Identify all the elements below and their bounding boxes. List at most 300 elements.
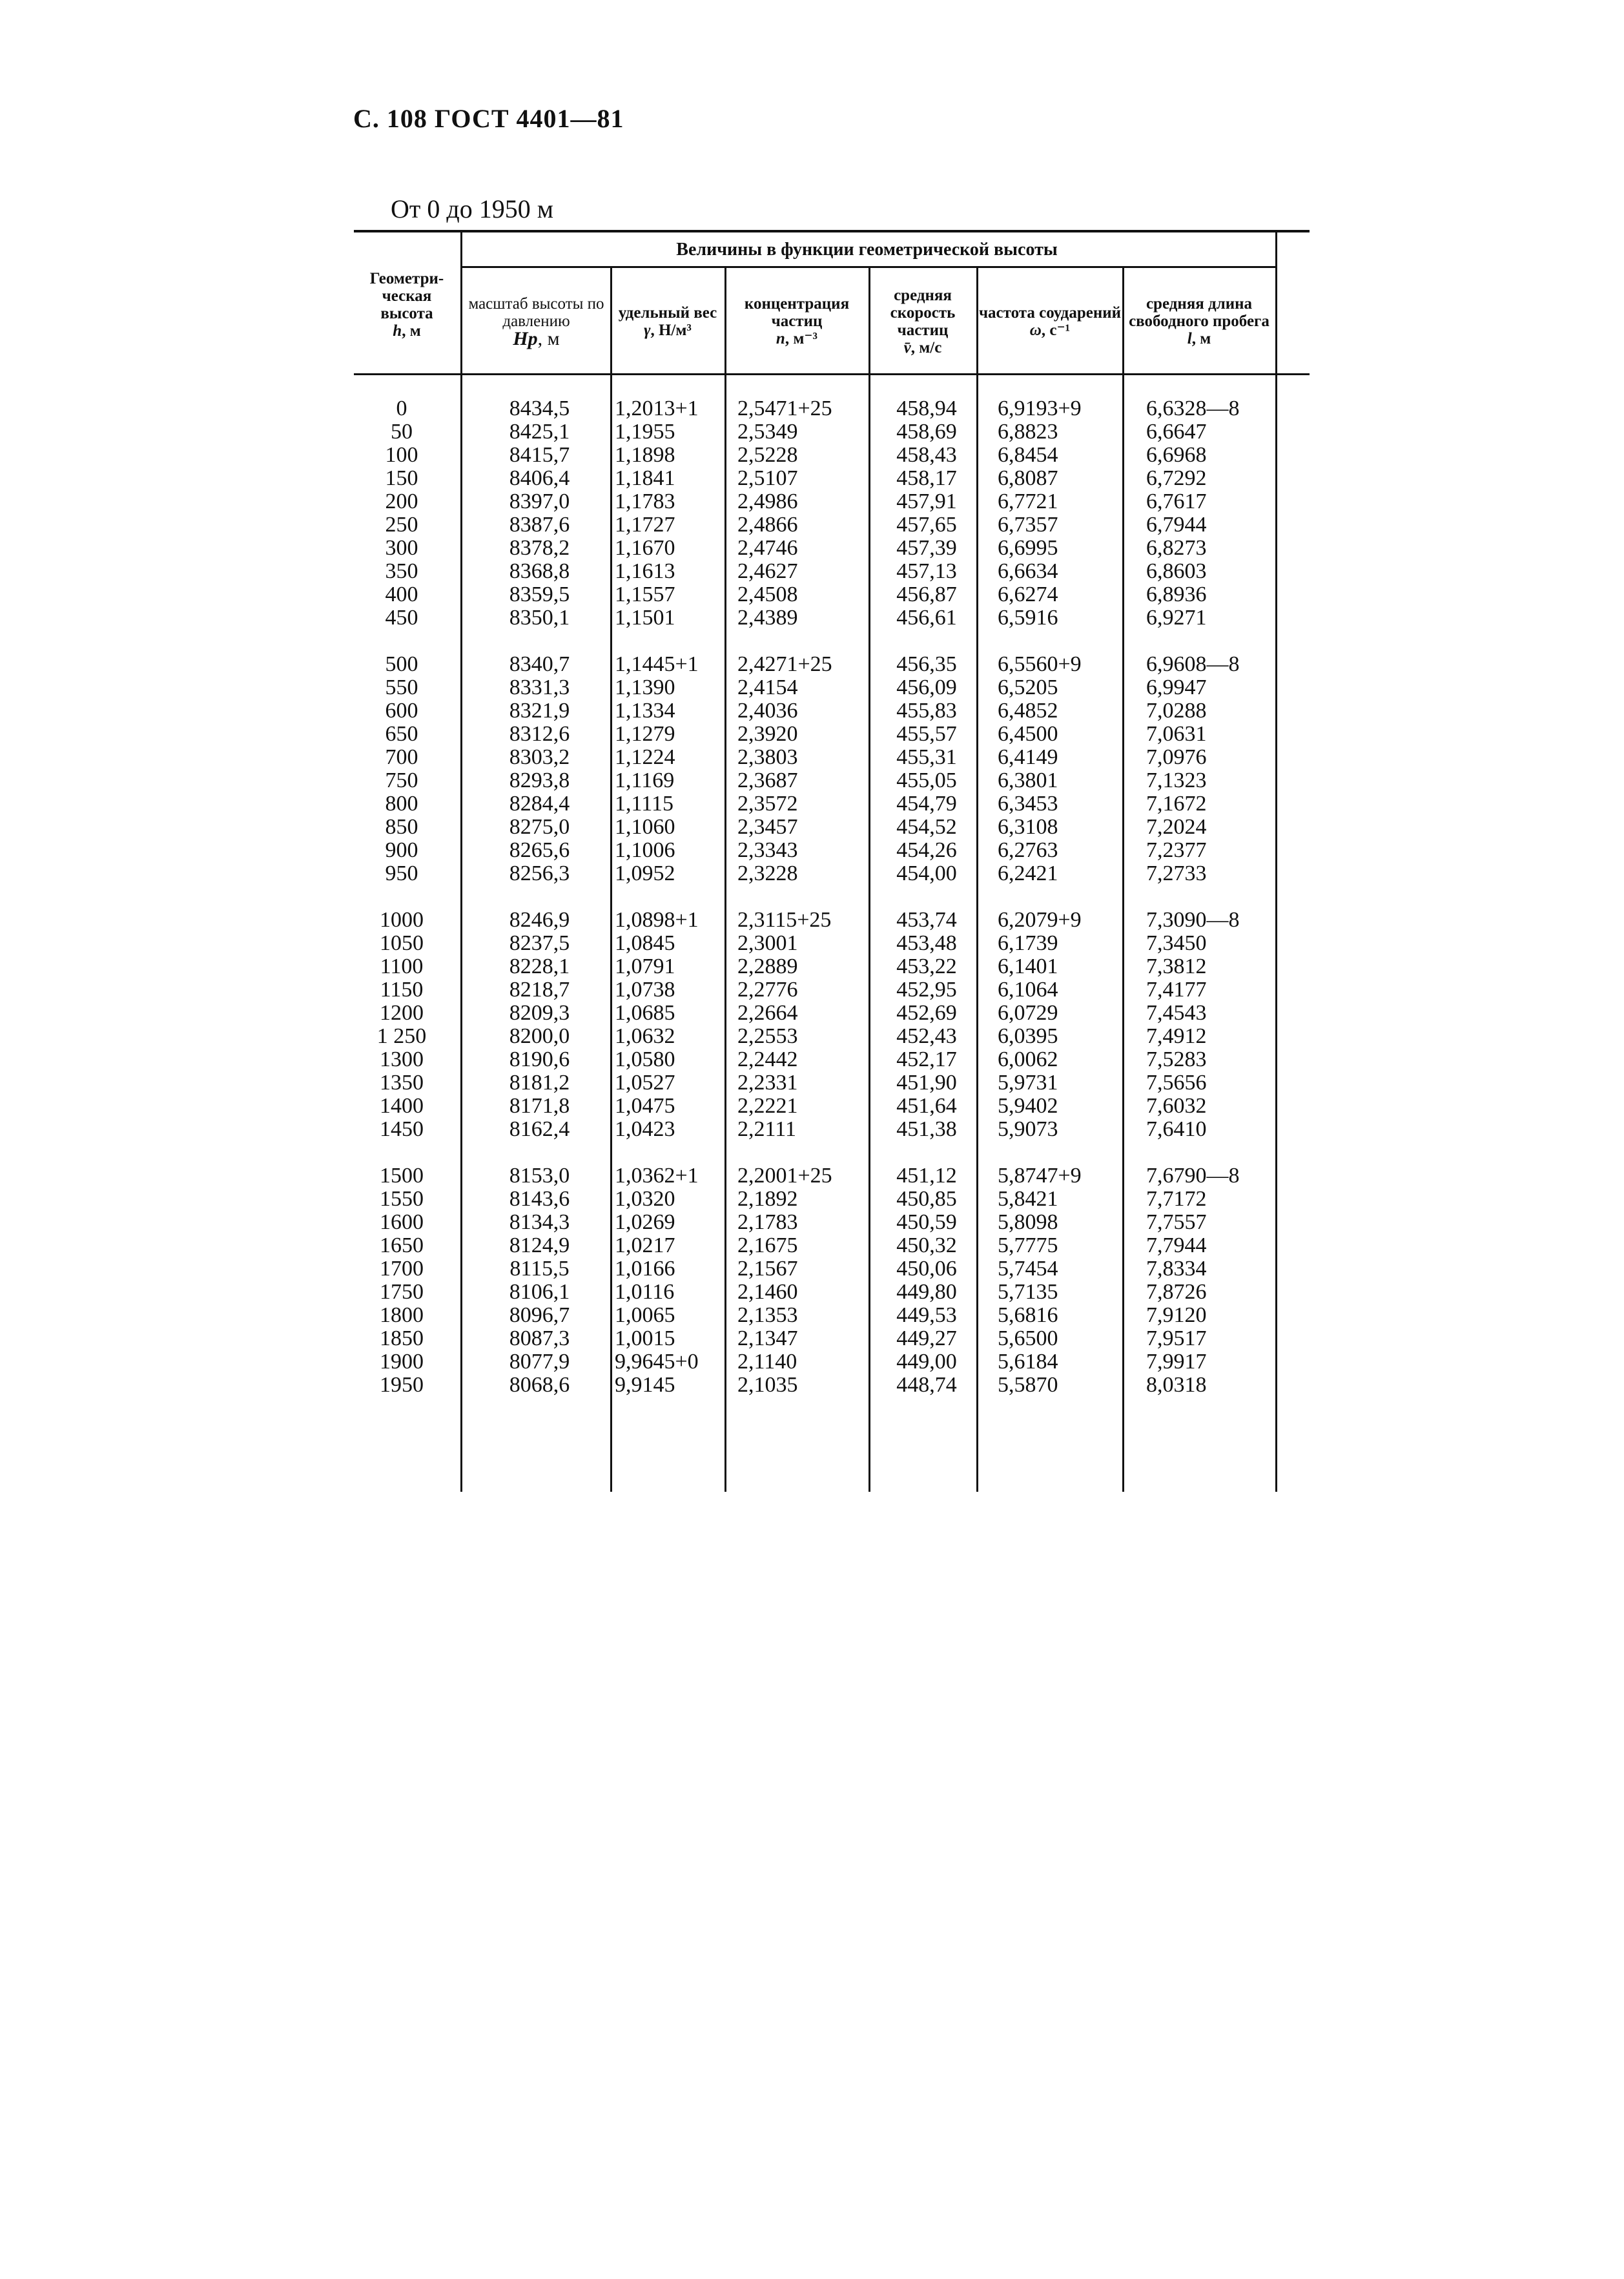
table-cell: 1,1445+1 — [615, 652, 699, 676]
table-cell: 1,0065 — [615, 1303, 675, 1327]
table-cell: 449,53 — [896, 1303, 957, 1327]
table-cell: 456,09 — [896, 675, 957, 699]
table-cell: 457,91 — [896, 490, 957, 513]
table-cell: 2,3803 — [737, 745, 798, 769]
header-bottom-rule — [354, 373, 1310, 375]
table-cell: 458,17 — [896, 466, 957, 490]
table-cell: 8153,0 — [509, 1164, 570, 1188]
header-l-label: средняя длина свободного пробега — [1129, 295, 1269, 330]
table-cell: 1,1006 — [615, 838, 675, 862]
table-cell: 1000 — [380, 908, 424, 932]
table-cell: 7,4543 — [1146, 1001, 1207, 1025]
table-cell: 400 — [385, 583, 418, 606]
table-cell: 2,2664 — [737, 1001, 798, 1025]
table-cell: 2,3115+25 — [737, 908, 832, 932]
table-cell: 2,2553 — [737, 1024, 798, 1048]
table-cell: 1,2013+1 — [615, 397, 699, 420]
table-cell: 1800 — [380, 1303, 424, 1327]
table-cell: 1,1279 — [615, 722, 675, 746]
table-cell: 7,6410 — [1146, 1117, 1207, 1141]
table-cell: 6,6968 — [1146, 443, 1207, 467]
table-cell: 5,7775 — [998, 1233, 1058, 1257]
table-cell: 453,48 — [896, 931, 957, 955]
table-cell: 8293,8 — [509, 768, 570, 792]
table-cell: 7,7172 — [1146, 1187, 1207, 1211]
header-v — [870, 271, 975, 371]
table-cell: 2,5228 — [737, 443, 798, 467]
table-cell: 1,0738 — [615, 978, 675, 1002]
table-cell: 1200 — [380, 1001, 424, 1025]
table-cell: 2,3687 — [737, 768, 798, 792]
table-cell: 8143,6 — [509, 1187, 570, 1211]
table-cell: 7,6790—8 — [1146, 1164, 1240, 1188]
table-cell: 1,1613 — [615, 559, 675, 583]
header-g-unit — [644, 322, 692, 339]
table-cell: 600 — [385, 699, 418, 723]
table-cell: 8265,6 — [509, 838, 570, 862]
table-cell: 8237,5 — [509, 931, 570, 955]
table-cell: 6,3801 — [998, 768, 1058, 792]
table-cell: 450,32 — [896, 1233, 957, 1257]
table-cell: 200 — [385, 490, 418, 513]
table-cell: 8200,0 — [509, 1024, 570, 1048]
table-cell: 1,0791 — [615, 954, 675, 978]
column-collision-frequency — [998, 397, 1140, 1397]
table-cell: 6,5916 — [998, 606, 1058, 630]
table-cell: 500 — [385, 652, 418, 676]
table-cell: 900 — [385, 838, 418, 862]
block-gap — [615, 1141, 731, 1164]
table-cell: 455,57 — [896, 722, 957, 746]
table-cell: 6,8087 — [998, 466, 1058, 490]
header-g-unit-text: , Н/м³ — [650, 321, 692, 339]
table-cell: 2,4154 — [737, 675, 798, 699]
table-cell: 8359,5 — [509, 583, 570, 606]
block-gap — [363, 1141, 440, 1164]
header-w-label: частота соударений — [978, 304, 1122, 322]
table-cell: 6,6634 — [998, 559, 1058, 583]
table-cell: 6,0062 — [998, 1047, 1058, 1071]
block-gap — [998, 1141, 1140, 1164]
table-cell: 450,85 — [896, 1187, 957, 1211]
table-cell: 5,9073 — [998, 1117, 1058, 1141]
table-cell: 454,00 — [896, 861, 957, 885]
table-cell: 8171,8 — [509, 1094, 570, 1118]
table-cell: 2,2331 — [737, 1071, 798, 1095]
table-cell: 454,26 — [896, 838, 957, 862]
table-cell: 449,27 — [896, 1326, 957, 1350]
table-cell: 1,0527 — [615, 1071, 675, 1095]
table-cell: 1,1557 — [615, 583, 675, 606]
header-h-unit — [393, 322, 420, 340]
table-cell: 8312,6 — [509, 722, 570, 746]
header-l-unit-text: , м — [1191, 330, 1211, 347]
table-cell: 7,0976 — [1146, 745, 1207, 769]
table-cell: 7,4912 — [1146, 1024, 1207, 1048]
table-cell: 448,74 — [896, 1373, 957, 1397]
table-cell: 700 — [385, 745, 418, 769]
header-n-label: концентрация частиц — [744, 295, 850, 330]
table-cell: 2,1783 — [737, 1210, 798, 1234]
table-cell: 1450 — [380, 1117, 424, 1141]
block-gap — [878, 630, 975, 653]
table-cell: 1,1955 — [615, 420, 675, 444]
table-cell: 1,1224 — [615, 745, 675, 769]
table-cell: 5,8098 — [998, 1210, 1058, 1234]
table-cell: 800 — [385, 792, 418, 816]
table-cell: 8303,2 — [509, 745, 570, 769]
header-n-unit — [776, 330, 817, 347]
table-cell: 5,6184 — [998, 1350, 1058, 1374]
table-cell: 8246,9 — [509, 908, 570, 932]
table-cell: 8434,5 — [509, 397, 570, 420]
table-cell: 450,06 — [896, 1257, 957, 1281]
table-cell: 7,8334 — [1146, 1257, 1207, 1281]
table-cell: 1,0217 — [615, 1233, 675, 1257]
table-cell: 8,0318 — [1146, 1373, 1207, 1397]
header-v-symbol: v̄ — [903, 338, 911, 356]
table-cell: 1650 — [380, 1233, 424, 1257]
table-cell: 1,0015 — [615, 1326, 675, 1350]
column-mean-velocity — [878, 397, 975, 1397]
table-cell: 8209,3 — [509, 1001, 570, 1025]
table-cell: 6,9271 — [1146, 606, 1207, 630]
table-cell: 50 — [391, 420, 413, 444]
table-cell: 451,64 — [896, 1094, 957, 1118]
table-cell: 2,4389 — [737, 606, 798, 630]
table-cell: 1,1898 — [615, 443, 675, 467]
block-gap — [878, 885, 975, 909]
table-cell: 2,3457 — [737, 815, 798, 839]
header-n-symbol: n — [776, 330, 785, 347]
table-cell: 6,6647 — [1146, 420, 1207, 444]
table-cell: 7,3450 — [1146, 931, 1207, 955]
table-cell: 6,7617 — [1146, 490, 1207, 513]
table-cell: 6,8603 — [1146, 559, 1207, 583]
header-l-unit — [1187, 330, 1211, 347]
table-cell: 1,0475 — [615, 1094, 675, 1118]
header-h-label: Геометри-ческая высота — [369, 270, 444, 322]
table-cell: 455,31 — [896, 745, 957, 769]
block-gap — [1146, 630, 1275, 653]
block-gap — [1146, 1141, 1275, 1164]
table-cell: 6,5205 — [998, 675, 1058, 699]
table-cell: 2,5349 — [737, 420, 798, 444]
table-cell: 1,0845 — [615, 931, 675, 955]
table-cell: 2,1567 — [737, 1257, 798, 1281]
column-mean-free-path — [1146, 397, 1275, 1397]
table-cell: 8368,8 — [509, 559, 570, 583]
table-cell: 650 — [385, 722, 418, 746]
table-cell: 1,0632 — [615, 1024, 675, 1048]
table-cell: 150 — [385, 466, 418, 490]
table-cell: 7,9517 — [1146, 1326, 1207, 1350]
table-cell: 450 — [385, 606, 418, 630]
table-cell: 6,2421 — [998, 861, 1058, 885]
header-h-unit-text: , м — [402, 322, 421, 340]
table-cell: 8190,6 — [509, 1047, 570, 1071]
table-cell: 1050 — [380, 931, 424, 955]
table-cell: 1150 — [380, 978, 424, 1002]
table-cell: 6,6274 — [998, 583, 1058, 606]
table-cell: 2,2111 — [737, 1117, 796, 1141]
header-w-unit — [1030, 322, 1070, 339]
table-cell: 2,4271+25 — [737, 652, 832, 676]
header-w — [978, 271, 1122, 371]
table-cell: 2,2776 — [737, 978, 798, 1002]
table-cell: 1700 — [380, 1257, 424, 1281]
table-cell: 7,0288 — [1146, 699, 1207, 723]
header-h-symbol: h — [393, 322, 402, 340]
header-h — [355, 266, 458, 344]
table-cell: 2,1140 — [737, 1350, 797, 1374]
table-cell: 450,59 — [896, 1210, 957, 1234]
table-cell: 1,0320 — [615, 1187, 675, 1211]
header-n-unit-text: , м⁻³ — [785, 330, 818, 347]
table-cell: 1,0423 — [615, 1117, 675, 1141]
header-v-unit-text: , м/с — [910, 338, 942, 356]
header-hp — [464, 271, 609, 371]
table-cell: 7,9120 — [1146, 1303, 1207, 1327]
table-cell: 458,43 — [896, 443, 957, 467]
table-cell: 7,6032 — [1146, 1094, 1207, 1118]
table-cell: 457,65 — [896, 513, 957, 537]
table-cell: 6,8273 — [1146, 536, 1207, 560]
table-cell: 6,0729 — [998, 1001, 1058, 1025]
table-cell: 1,0269 — [615, 1210, 675, 1234]
table-cell: 2,5107 — [737, 466, 798, 490]
table-cell: 1,1727 — [615, 513, 675, 537]
block-gap — [737, 630, 879, 653]
table-cell: 452,17 — [896, 1047, 957, 1071]
table-cell: 8256,3 — [509, 861, 570, 885]
table-cell: 6,1064 — [998, 978, 1058, 1002]
table-cell: 100 — [385, 443, 418, 467]
table-cell: 1950 — [380, 1373, 424, 1397]
table-cell: 1,1501 — [615, 606, 675, 630]
table-cell: 1550 — [380, 1187, 424, 1211]
table-cell: 8096,7 — [509, 1303, 570, 1327]
table-cell: 451,90 — [896, 1071, 957, 1095]
table-cell: 8387,6 — [509, 513, 570, 537]
header-g — [612, 271, 723, 371]
table-cell: 6,9947 — [1146, 675, 1207, 699]
table-cell: 1850 — [380, 1326, 424, 1350]
block-gap — [998, 630, 1140, 653]
col-rule-5 — [976, 266, 978, 1492]
table-cell: 2,4508 — [737, 583, 798, 606]
table-cell: 1,1169 — [615, 768, 675, 792]
table-cell: 5,8747+9 — [998, 1164, 1082, 1188]
table-cell: 2,1347 — [737, 1326, 798, 1350]
block-gap — [363, 885, 440, 909]
table-cell: 451,38 — [896, 1117, 957, 1141]
table-cell: 451,12 — [896, 1164, 957, 1188]
table-cell: 6,8823 — [998, 420, 1058, 444]
table-cell: 2,2001+25 — [737, 1164, 832, 1188]
table-cell: 456,61 — [896, 606, 957, 630]
table-cell: 2,4746 — [737, 536, 798, 560]
table-cell: 7,1672 — [1146, 792, 1207, 816]
header-l — [1124, 271, 1274, 371]
table-cell: 7,2377 — [1146, 838, 1207, 862]
table-cell: 452,43 — [896, 1024, 957, 1048]
col-rule-7 — [1275, 232, 1277, 1492]
column-pressure-scale-height — [464, 397, 615, 1397]
table-cell: 1 250 — [376, 1024, 427, 1048]
table-cell: 8106,1 — [509, 1280, 570, 1304]
table-cell: 456,87 — [896, 583, 957, 606]
table-cell: 8068,6 — [509, 1373, 570, 1397]
table-cell: 6,4852 — [998, 699, 1058, 723]
table-cell: 1,1841 — [615, 466, 675, 490]
table-cell: 453,74 — [896, 908, 957, 932]
table-cell: 2,2442 — [737, 1047, 798, 1071]
block-gap — [464, 630, 615, 653]
table-cell: 8077,9 — [509, 1350, 570, 1374]
table-cell: 1,0898+1 — [615, 908, 699, 932]
table-cell: 5,5870 — [998, 1373, 1058, 1397]
table-cell: 8331,3 — [509, 675, 570, 699]
table-cell: 1900 — [380, 1350, 424, 1374]
table-cell: 6,4500 — [998, 722, 1058, 746]
table-cell: 6,7944 — [1146, 513, 1207, 537]
table-cell: 8228,1 — [509, 954, 570, 978]
column-particle-concentration — [737, 397, 879, 1397]
table-cell: 5,9402 — [998, 1094, 1058, 1118]
table-cell: 2,4866 — [737, 513, 798, 537]
table-cell: 457,13 — [896, 559, 957, 583]
table-cell: 8397,0 — [509, 490, 570, 513]
block-gap — [1146, 885, 1275, 909]
table-cell: 8378,2 — [509, 536, 570, 560]
header-n — [726, 271, 867, 371]
page-header: С. 108 ГОСТ 4401—81 — [353, 104, 624, 133]
block-gap — [998, 885, 1140, 909]
table-cell: 8425,1 — [509, 420, 570, 444]
table-cell: 9,9645+0 — [615, 1350, 699, 1374]
table-cell: 5,8421 — [998, 1187, 1058, 1211]
table-cell: 452,95 — [896, 978, 957, 1002]
range-label: От 0 до 1950 м — [391, 194, 554, 223]
table-cell: 452,69 — [896, 1001, 957, 1025]
table-cell: 455,05 — [896, 768, 957, 792]
table-cell: 7,2733 — [1146, 861, 1207, 885]
table-cell: 455,83 — [896, 699, 957, 723]
header-g-symbol: γ — [644, 321, 651, 339]
table-cell: 2,1035 — [737, 1373, 798, 1397]
table-cell: 457,39 — [896, 536, 957, 560]
table-cell: 1,0685 — [615, 1001, 675, 1025]
table-cell: 1,0362+1 — [615, 1164, 699, 1188]
table-cell: 8162,4 — [509, 1117, 570, 1141]
table-cell: 8321,9 — [509, 699, 570, 723]
table-cell: 2,2221 — [737, 1094, 798, 1118]
table-cell: 7,3090—8 — [1146, 908, 1240, 932]
table-cell: 2,2889 — [737, 954, 798, 978]
table-cell: 8350,1 — [509, 606, 570, 630]
table-cell: 2,3001 — [737, 931, 798, 955]
table-cell: 7,1323 — [1146, 768, 1207, 792]
block-gap — [464, 1141, 615, 1164]
table-cell: 8087,3 — [509, 1326, 570, 1350]
table-cell: 6,1401 — [998, 954, 1058, 978]
table-cell: 2,1892 — [737, 1187, 798, 1211]
table-cell: 5,7135 — [998, 1280, 1058, 1304]
table-cell: 550 — [385, 675, 418, 699]
table-cell: 453,22 — [896, 954, 957, 978]
header-g-label: удельный вес — [618, 304, 717, 322]
table-cell: 8124,9 — [509, 1233, 570, 1257]
table-cell: 850 — [385, 815, 418, 839]
table-cell: 1,1334 — [615, 699, 675, 723]
table-cell: 2,1460 — [737, 1280, 798, 1304]
block-gap — [615, 885, 731, 909]
table-cell: 1400 — [380, 1094, 424, 1118]
table-cell: 0 — [396, 397, 407, 420]
table-cell: 2,4986 — [737, 490, 798, 513]
table-cell: 2,3228 — [737, 861, 798, 885]
table-cell: 6,8936 — [1146, 583, 1207, 606]
table-cell: 1,0116 — [615, 1280, 675, 1304]
table-cell: 6,6995 — [998, 536, 1058, 560]
table-cell: 6,2079+9 — [998, 908, 1082, 932]
table-cell: 6,8454 — [998, 443, 1058, 467]
table-cell: 350 — [385, 559, 418, 583]
group-header: Величины в функции геометрической высоты — [676, 240, 1058, 260]
table-cell: 1,1783 — [615, 490, 675, 513]
header-v-label: средняя скорость частиц — [890, 286, 956, 339]
table-cell: 8115,5 — [509, 1257, 570, 1281]
table-cell: 454,52 — [896, 815, 957, 839]
table-cell: 1100 — [380, 954, 424, 978]
table-cell: 1500 — [380, 1164, 424, 1188]
table-cell: 6,9608—8 — [1146, 652, 1240, 676]
table-cell: 2,3343 — [737, 838, 798, 862]
table-cell: 2,1675 — [737, 1233, 798, 1257]
table-cell: 8406,4 — [509, 466, 570, 490]
table-cell: 2,3920 — [737, 722, 798, 746]
table-cell: 2,1353 — [737, 1303, 798, 1327]
table-cell: 6,9193+9 — [998, 397, 1082, 420]
table-cell: 1,1115 — [615, 792, 673, 816]
table-cell: 250 — [385, 513, 418, 537]
table-cell: 1,1390 — [615, 675, 675, 699]
table-cell: 8275,0 — [509, 815, 570, 839]
table-cell: 8181,2 — [509, 1071, 570, 1095]
header-v-unit — [904, 339, 942, 356]
table-cell: 1,1670 — [615, 536, 675, 560]
header-hp-symbol: Hр — [513, 328, 538, 349]
table-cell: 7,8726 — [1146, 1280, 1207, 1304]
table-cell: 6,7292 — [1146, 466, 1207, 490]
block-gap — [737, 885, 879, 909]
table-cell: 5,6500 — [998, 1326, 1058, 1350]
table-cell: 6,7721 — [998, 490, 1058, 513]
table-cell: 449,00 — [896, 1350, 957, 1374]
column-specific-weight — [615, 397, 731, 1397]
table-cell: 7,9917 — [1146, 1350, 1207, 1374]
header-hp-unit-text: , м — [537, 328, 560, 349]
table-cell: 8415,7 — [509, 443, 570, 467]
table-cell: 1750 — [380, 1280, 424, 1304]
column-altitude — [363, 397, 440, 1397]
table-cell: 750 — [385, 768, 418, 792]
table-cell: 7,2024 — [1146, 815, 1207, 839]
table-cell: 7,0631 — [1146, 722, 1207, 746]
table-cell: 8218,7 — [509, 978, 570, 1002]
table-cell: 6,7357 — [998, 513, 1058, 537]
